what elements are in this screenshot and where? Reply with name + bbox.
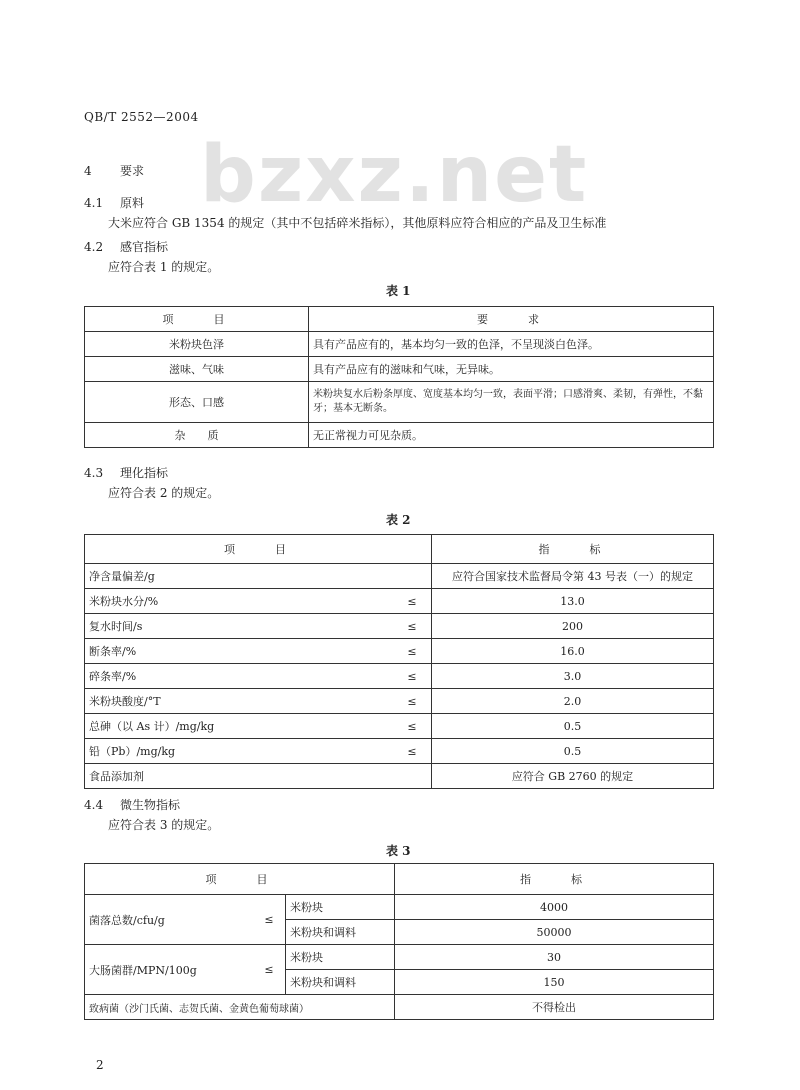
table-cell-value: 4000	[395, 895, 714, 920]
table-cell-value: 0.5	[432, 714, 714, 739]
table-cell-op: ≤	[393, 639, 432, 664]
table-1-sensory	[84, 306, 714, 448]
table-cell-value: 应符合国家技术监督局令第 43 号表（一）的规定	[432, 564, 714, 589]
section-4-2-heading	[84, 238, 168, 255]
table-3-caption: 表 3	[386, 844, 411, 858]
table-row	[85, 423, 714, 448]
section-num: 4.2	[84, 240, 104, 254]
table-cell-op: ≤	[393, 689, 432, 714]
table-cell-req: 具有产品应有的，基本均匀一致的色泽，不呈现淡白色泽。	[309, 332, 714, 357]
table-header: 项 目	[85, 307, 309, 332]
table-row	[85, 764, 714, 789]
section-title: 要求	[120, 164, 145, 178]
watermark-text: bzxz.net	[200, 130, 589, 220]
table-row	[85, 357, 714, 382]
table-header: 指 标	[432, 535, 714, 564]
table-row	[85, 739, 714, 764]
table-cell-sub: 米粉块	[286, 945, 395, 970]
table-cell-req: 具有产品应有的滋味和气味，无异味。	[309, 357, 714, 382]
section-4-1-body: 大米应符合 GB 1354 的规定（其中不包括碎米指标），其他原料应符合相应的产品及卫生标准	[108, 216, 607, 230]
table-cell-item: 铅（Pb）/mg/kg	[85, 739, 394, 764]
table-cell-item: 米粉块水分/%	[85, 589, 394, 614]
table-cell-sub: 米粉块	[286, 895, 395, 920]
table-row	[85, 895, 714, 920]
table-cell-item: 净含量偏差/g	[85, 564, 432, 589]
table-cell-value: 50000	[395, 920, 714, 945]
table-3-microbiological	[84, 863, 714, 1020]
section-title: 感官指标	[120, 240, 169, 254]
table-cell-op: ≤	[393, 589, 432, 614]
section-4-1-heading	[84, 194, 144, 211]
table-cell-item: 复水时间/s	[85, 614, 394, 639]
table-cell-item: 菌落总数/cfu/g	[85, 895, 254, 945]
table-row	[85, 995, 714, 1020]
section-num: 4.3	[84, 466, 104, 480]
table-header: 要 求	[309, 307, 714, 332]
table-cell-op: ≤	[393, 614, 432, 639]
table-row	[85, 564, 714, 589]
section-4-3-heading	[84, 464, 168, 481]
table-cell-item: 碎条率/%	[85, 664, 394, 689]
table-1-caption: 表 1	[386, 284, 411, 298]
section-num: 4.4	[84, 798, 104, 812]
table-cell-op: ≤	[393, 664, 432, 689]
table-header: 指 标	[395, 864, 714, 895]
table-2-physicochemical	[84, 534, 714, 789]
table-cell-item: 形态、口感	[85, 382, 309, 423]
table-cell-value: 3.0	[432, 664, 714, 689]
section-4-heading	[84, 162, 144, 179]
table-cell-value: 不得检出	[395, 995, 714, 1020]
table-cell-value: 0.5	[432, 739, 714, 764]
table-cell-item: 大肠菌群/MPN/100g	[85, 945, 254, 995]
table-row	[85, 714, 714, 739]
section-title: 微生物指标	[120, 798, 181, 812]
table-row	[85, 332, 714, 357]
section-num: 4.1	[84, 196, 104, 210]
table-2-caption: 表 2	[386, 513, 411, 527]
table-cell-item: 米粉块酸度/°T	[85, 689, 394, 714]
table-row	[85, 664, 714, 689]
table-cell-item: 食品添加剂	[85, 764, 432, 789]
table-cell-value: 150	[395, 970, 714, 995]
table-cell-value: 应符合 GB 2760 的规定	[432, 764, 714, 789]
table-cell-value: 200	[432, 614, 714, 639]
table-row	[85, 589, 714, 614]
table-row	[85, 614, 714, 639]
table-row	[85, 689, 714, 714]
table-row	[85, 639, 714, 664]
section-4-3-body: 应符合表 2 的规定。	[108, 486, 220, 500]
table-cell-req: 无正常视力可见杂质。	[309, 423, 714, 448]
table-header: 项 目	[85, 535, 432, 564]
table-cell-req: 米粉块复水后粉条厚度、宽度基本均匀一致，表面平滑；口感滑爽、柔韧，有弹性，不黏牙；基本无断条。	[309, 382, 714, 423]
section-4-2-body: 应符合表 1 的规定。	[108, 260, 220, 274]
table-cell-op: ≤	[393, 739, 432, 764]
table-cell-item: 米粉块色泽	[85, 332, 309, 357]
section-4-4-heading	[84, 796, 180, 813]
table-cell-item: 断条率/%	[85, 639, 394, 664]
section-title: 原料	[120, 196, 145, 210]
table-cell-value: 13.0	[432, 589, 714, 614]
table-cell-op: ≤	[253, 895, 286, 945]
table-cell-sub: 米粉块和调料	[286, 920, 395, 945]
page-number: 2	[96, 1058, 104, 1072]
table-cell-op: ≤	[253, 945, 286, 995]
table-row	[85, 945, 714, 970]
table-cell-value: 16.0	[432, 639, 714, 664]
table-cell-value: 2.0	[432, 689, 714, 714]
table-row	[85, 382, 714, 423]
section-title: 理化指标	[120, 466, 169, 480]
table-cell-item: 滋味、气味	[85, 357, 309, 382]
standard-code: QB/T 2552—2004	[84, 110, 199, 124]
table-cell-sub: 米粉块和调料	[286, 970, 395, 995]
table-cell-item: 杂 质	[85, 423, 309, 448]
table-cell-op: ≤	[393, 714, 432, 739]
table-header: 项 目	[85, 864, 395, 895]
table-cell-value: 30	[395, 945, 714, 970]
section-4-4-body: 应符合表 3 的规定。	[108, 818, 220, 832]
section-num: 4	[84, 164, 92, 178]
table-cell-item: 总砷（以 As 计）/mg/kg	[85, 714, 394, 739]
table-cell-item: 致病菌（沙门氏菌、志贺氏菌、金黄色葡萄球菌）	[85, 995, 395, 1020]
